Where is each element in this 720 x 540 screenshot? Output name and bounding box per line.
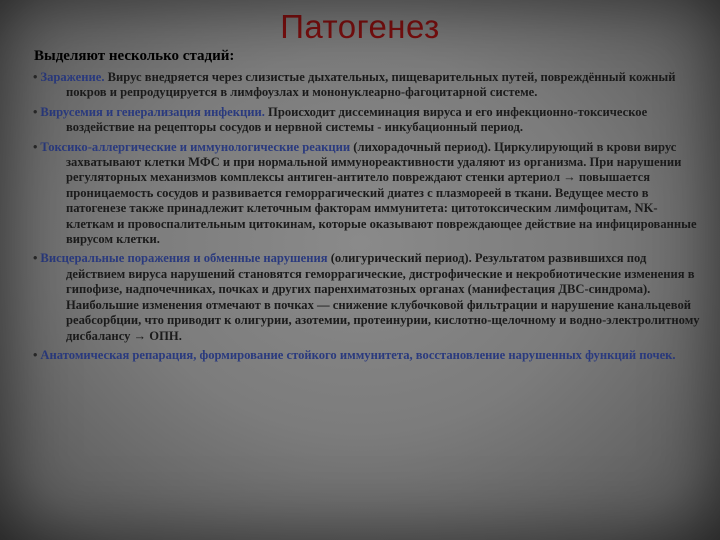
slide-subtitle: Выделяют несколько стадий:	[34, 48, 235, 64]
bullet-icon: •	[33, 104, 38, 119]
list-item	[30, 348, 702, 363]
stage-text: (олигурический период). Результатом развившихся под действием вируса нарушений становятся геморрагические, дистрофические и некробиотические изменения в гипофизе, надпочечниках, почках и других паренхиматозных органах (манифестация ДВС-синдрома). Наибольшие изменения отмечают в почках — снижение клубочковой фильтрации и нарушение канальцевой реабсорбции, что приводит к олигурии, азотемии, протеинурии, кислотно-щелочному и водно-электролитному дисбалансу → ОПН.	[66, 251, 700, 343]
stage-heading: Вирусемия и генерализация инфекции.	[40, 104, 265, 119]
list-item	[30, 251, 702, 343]
stage-heading: Токсико-аллергические и иммунологические реакции	[40, 139, 351, 154]
bullet-icon: •	[33, 251, 38, 266]
stage-heading: Заражение.	[40, 70, 105, 84]
bullet-icon: •	[33, 139, 38, 154]
slide-title: Патогенез	[280, 8, 440, 45]
list-item	[30, 140, 702, 248]
stage-heading: Анатомическая репарация, формирование стойкого иммунитета, восстановление нарушенных функций почек.	[40, 347, 676, 362]
bullet-icon: •	[33, 347, 38, 362]
stage-list	[30, 70, 702, 367]
stage-heading: Висцеральные поражения и обменные нарушения	[40, 251, 328, 266]
stage-text: (лихорадочный период). Циркулирующий в крови вирус захватывают клетки МФС и при нормальной иммунореактивности удаляют из организма. При нарушении регуляторных механизмов комплексы антиген-антитело повреждают стенки артериол → повышается проницаемость сосудов и развивается геморрагический диатез с плазмореей в ткани. Ведущее место в патогенезе также принадлежит клеточным факторам иммунитета: цитотоксическим лимфоцитам, NK-клеткам и провоспалительным цитокинам, которые оказывают повреждающее действие на инфицированные вирусом клетки.	[66, 139, 697, 247]
list-item	[30, 70, 702, 101]
stage-text: Происходит диссеминация вируса и его инфекционно-токсическое воздействие на рецепторы сосудов и нервной системы - инкубационный период.	[66, 104, 648, 135]
bullet-icon: •	[33, 70, 38, 84]
list-item	[30, 105, 702, 136]
stage-text: Вирус внедряется через слизистые дыхательных, пищеварительных путей, повреждённый кожный покров и репродуцируется в лимфоузлах и мононуклеарно-фагоцитарной системе.	[66, 70, 676, 100]
